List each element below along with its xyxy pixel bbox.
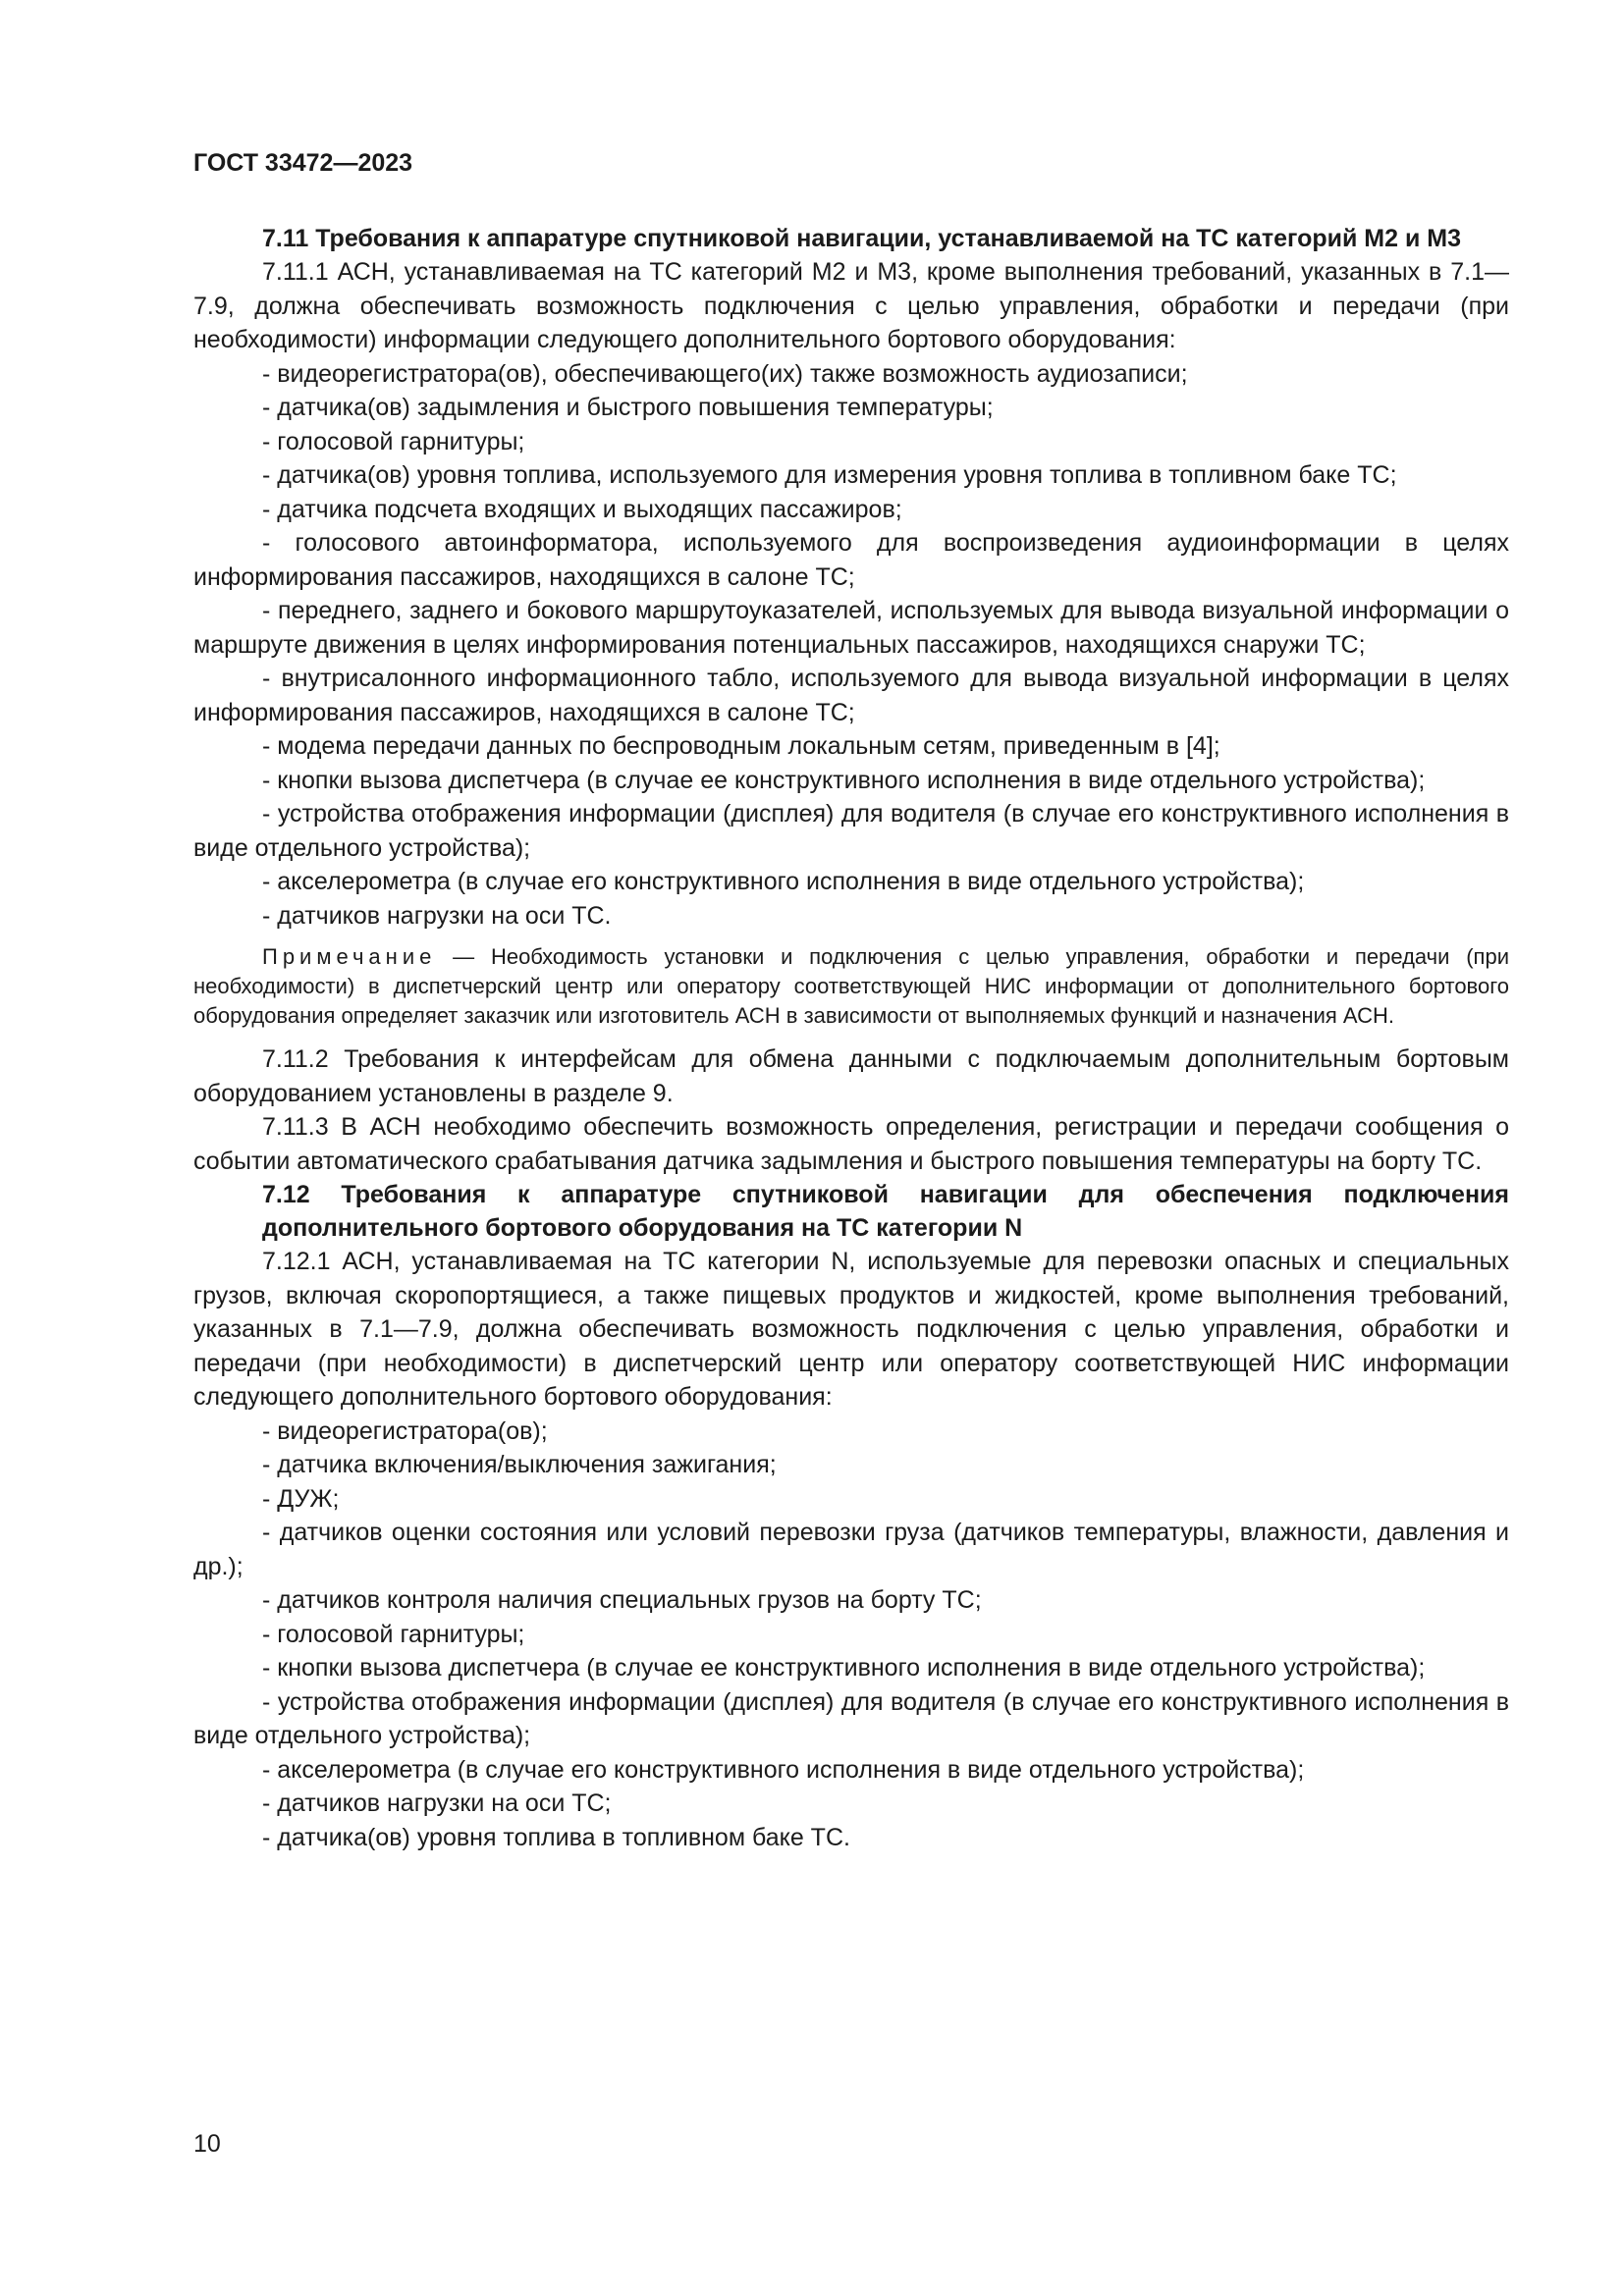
list-item: - датчика(ов) уровня топлива в топливном баке ТС. [262,1823,850,1851]
list-item: - кнопки вызова диспетчера (в случае ее конструктивного исполнения в виде отдельного устройства); [262,1654,1426,1682]
list-item: - внутрисалонного информационного табло, используемого для вывода визуальной информации в целях информирования пассажиров, находящихся в салоне ТС; [193,665,1509,726]
list-item: - датчиков оценки состояния или условий перевозки груза (датчиков температуры, влажности, давления и др.); [193,1519,1509,1580]
list-item: - видеорегистратора(ов); [262,1416,548,1445]
paragraph-7-11-1: 7.11.1 АСН, устанавливаемая на ТС категорий М2 и М3, кроме выполнения требований, указанных в 7.1—7.9, должна обеспечивать возможность подключения с целью управления, обработки и передачи (при необходимости) информации следующего дополнительного бортового оборудования: [193,258,1509,353]
list-item: - датчика подсчета входящих и выходящих пассажиров; [262,495,902,523]
list-item: - датчиков нагрузки на оси ТС; [262,1789,612,1817]
note-label: Примечание [262,944,437,969]
list-item: - кнопки вызова диспетчера (в случае ее конструктивного исполнения в виде отдельного устройства); [262,766,1426,794]
list-item: - акселерометра (в случае его конструктивного исполнения в виде отдельного устройства); [262,868,1305,895]
list-item: - датчиков контроля наличия специальных грузов на борту ТС; [262,1586,982,1614]
section-heading-7-12: 7.12 Требования к аппаратуре спутниковой навигации для обеспечения подключения дополнительного бортового оборудования на ТС категории N [262,1181,1509,1242]
section-heading-7-11: 7.11 Требования к аппаратуре спутниковой навигации, устанавливаемой на ТС категорий М2 и М3 [262,225,1462,252]
list-item: - переднего, заднего и бокового маршрутоуказателей, используемых для вывода визуальной информации о маршруте движения в целях информирования потенциальных пассажиров, находящихся снаружи ТС; [193,597,1509,659]
paragraph-7-12-1: 7.12.1 АСН, устанавливаемая на ТС категории N, используемые для перевозки опасных и специальных грузов, включая скоропортящиеся, а также пищевых продуктов и жидкостей, кроме выполнения требований, указанных в 7.1—7.9, должна обеспечивать возможность подключения с целью управления, обработки и передачи (при необходимости) в диспетчерский центр или оператору соответствующей НИС информации следующего дополнительного бортового оборудования: [193,1248,1509,1411]
list-item: - датчика(ов) уровня топлива, используемого для измерения уровня топлива в топливном баке ТС; [262,461,1397,489]
note-text: — Необходимость установки и подключения с целью управления, обработки и передачи (при необходимости) в диспетчерский центр или оператору соответствующей НИС информации от дополнительного бортового оборудования определяет заказчик или изготовитель АСН в зависимости от выполняемых функций и назначения АСН. [193,944,1509,1028]
paragraph-7-11-3: 7.11.3 В АСН необходимо обеспечить возможность определения, регистрации и передачи сообщения о событии автоматического срабатывания датчика задымления и быстрого повышения температуры на борту ТС. [193,1113,1509,1175]
page-content [193,222,1509,1854]
document-code: ГОСТ 33472—2023 [193,149,413,177]
list-item: - голосовой гарнитуры; [262,427,525,455]
page-number: 10 [193,2130,221,2158]
note-block [193,942,1509,1031]
list-item: - модема передачи данных по беспроводным локальным сетям, приведенным в [4]; [262,732,1220,760]
list-item: - устройства отображения информации (дисплея) для водителя (в случае его конструктивного исполнения в виде отдельного устройства); [193,800,1509,862]
list-item: - голосовой гарнитуры; [262,1620,525,1648]
list-item: - датчика(ов) задымления и быстрого повышения температуры; [262,394,994,421]
list-item: - акселерометра (в случае его конструктивного исполнения в виде отдельного устройства); [262,1755,1305,1784]
paragraph-7-11-2: 7.11.2 Требования к интерфейсам для обмена данными с подключаемым дополнительным бортовым оборудованием установлены в разделе 9. [193,1045,1509,1107]
list-item: - датчиков нагрузки на оси ТС. [262,901,612,930]
list-item: - устройства отображения информации (дисплея) для водителя (в случае его конструктивного исполнения в виде отдельного устройства); [193,1687,1509,1749]
list-item: - ДУЖ; [262,1484,340,1513]
list-item: - видеорегистратора(ов), обеспечивающего(их) также возможность аудиозаписи; [262,359,1188,388]
list-item: - датчика включения/выключения зажигания; [262,1451,777,1478]
list-item: - голосового автоинформатора, используемого для воспроизведения аудиоинформации в целях информирования пассажиров, находящихся в салоне ТС; [193,529,1509,591]
